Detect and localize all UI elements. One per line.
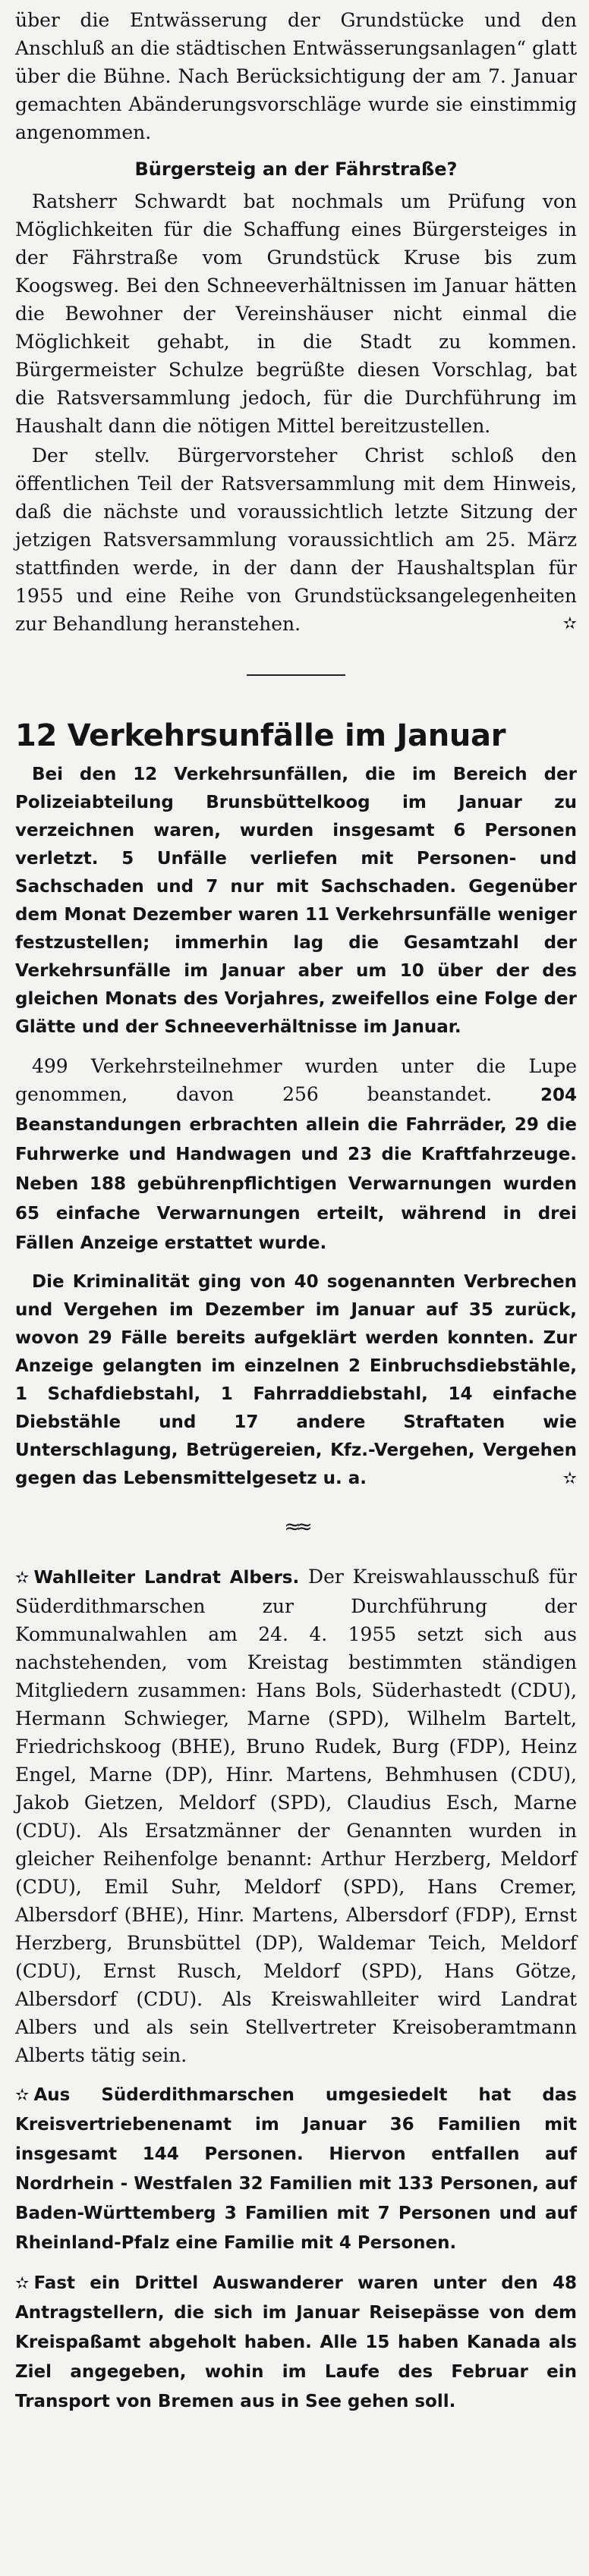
star-icon: ✫ — [562, 1469, 577, 1488]
paragraph-crime-statistics — [15, 1268, 577, 1493]
star-icon: ✫ — [562, 614, 577, 633]
brief-election-officer — [15, 1563, 577, 2069]
article-traffic-accidents — [15, 715, 577, 1493]
brief-election-officer-text: Der Kreiswahlausschuß für Süderdithmarschen zur Durchführung der Kommunalwahlen am 24. 4. 1955 setzt sich aus nachstehenden, vom Kreistag bestimmten ständigen Mitgliedern zusammen: Hans Bols, Süderhastedt (CDU), Hermann Schwieger, Marne (SPD), Wilhelm Bartelt, Friedrichskoog (BHE), Bruno Rudek, Burg (FDP), Heinz Engel, Marne (DP), Hinr. Martens, Behmhusen (CDU), Jakob Gietzen, Meldorf (SPD), Claudius Esch, Marne (CDU). Als Ersatzmänner der Genannten wurden in gleicher Reihenfolge benannt: Arthur Herzberg, Meldorf (CDU), Emil Suhr, Meldorf (SPD), Hans Cremer, Albersdorf (BHE), Hinr. Martens, Albersdorf (FDP), Ernst Herzberg, Brunsbüttel (DP), Waldemar Teich, Meldorf (CDU), Ernst Rusch, Meldorf (SPD), Hans Götze, Albersdorf (CDU). Als Kreiswahlleiter wird Landrat Albers und als sein Stellvertreter Kreisoberamtmann Alberts tätig sein. — [15, 1566, 577, 2066]
paragraph-session-close — [15, 441, 577, 638]
paragraph-traffic-checks-normal: 499 Verkehrsteilnehmer wurden unter die Lupe genommen, davon 256 beanstandet. — [15, 1055, 577, 1105]
brief-emigrants-text: waren unter den 48 Antragstellern, die sich im Januar Reisepässe von dem Kreispaßamt abgeholt haben. Alle 15 haben Kanada als Ziel angegeben, wohin im Laufe des Februar ein Transport von Bremen aus in See gehen soll. — [15, 2273, 577, 2411]
star-icon: ✫ — [15, 1569, 30, 1588]
star-icon: ✫ — [15, 2274, 30, 2293]
subheading-sidewalk: Bürgersteig an der Fährstraße? — [134, 159, 458, 180]
headline-traffic-accidents: 12 Verkehrsunfälle im Januar — [15, 718, 506, 753]
wave-divider-icon: ≈≈ — [284, 1516, 308, 1538]
paragraph-session-close-text: Der stellv. Bürgervorsteher Christ schloß den öffentlichen Teil der Ratsversammlung mit dem Hinweis, daß die nächste und voraussichtlich letzte Sitzung der jetzigen Ratsversammlung voraussichtlich am 25. März stattfinden werde, in der dann der Haushaltsplan für 1955 und eine Reihe von Grundstücksangelegenheiten zur Behandlung heranstehen. — [15, 445, 577, 635]
brief-emigrants-title: Fast ein Drittel Auswanderer — [33, 2273, 343, 2293]
brief-resettlement-title: Aus Süderdithmarschen umgesiedelt — [33, 2085, 448, 2105]
paragraph-crime-statistics-text: Die Kriminalität ging von 40 sogenannten Verbrechen und Vergehen im Dezember im Januar auf 35 zurück, wovon 29 Fälle bereits aufgeklärt werden konnten. Zur Anzeige gelangten im einzelnen 2 Einbruchsdiebstähle, 1 Schafdiebstahl, 1 Fahrraddiebstahl, 14 einfache Diebstähle und 17 andere Straftaten wie Unterschlagung, Betrügereien, Kfz.-Vergehen, Vergehen gegen das Lebensmittelgesetz u. a. — [15, 1272, 577, 1488]
article-council-meeting — [15, 6, 577, 638]
paragraph-sidewalk-request: Ratsherr Schwardt bat nochmals um Prüfung von Möglichkeiten für die Schaffung eines Bürgersteiges in der Fährstraße vom Grundstück Kruse bis zum Koogsweg. Bei den Schneeverhältnissen im Januar hätten die Bewohner der Vereinshäuser nicht einmal die Möglichkeit gehabt, in die Stadt zu kommen. Bürgermeister Schulze begrüßte diesen Vorschlag, bat die Ratsversammlung jedoch, für die Durchführung im Haushalt dann die nötigen Mittel bereitzustellen. — [15, 190, 577, 437]
paragraph-traffic-checks — [15, 1052, 577, 1258]
star-icon: ✫ — [15, 2086, 30, 2105]
article-tail-paragraph: über die Entwässerung der Grundstücke und den Anschluß an die städtischen Entwässerungsanlagen“ glatt über die Bühne. Nach Berücksichtigung der am 7. Januar gemachten Abänderungsvorschläge wurde sie einstimmig angenommen. — [15, 9, 577, 143]
brief-election-officer-title: Wahlleiter Landrat Albers. — [33, 1568, 300, 1588]
paragraph-traffic-checks-bold: 204 Beanstandungen erbrachten allein die Fahrräder, 29 die Fuhrwerke und Handwagen und 23 die Kraftfahrzeuge. Neben 188 gebührenpflichtigen Verwarnungen wurden 65 einfache Verwarnungen erteilt, während in drei Fällen Anzeige erstattet wurde. — [15, 1085, 577, 1253]
brief-resettlement-text: hat das Kreisvertriebenenamt im Januar 36 Familien mit insgesamt 144 Personen. Hiervon entfallen auf Nordrhein - Westfalen 32 Familien mit 133 Personen, auf Baden-Württemberg 3 Familien mit 7 Personen und auf Rheinland-Pfalz eine Familie mit 4 Personen. — [15, 2085, 577, 2253]
news-briefs — [15, 1563, 577, 2416]
section-divider-rule — [247, 674, 345, 676]
brief-emigrants — [15, 2268, 577, 2416]
brief-resettlement — [15, 2080, 577, 2257]
paragraph-accidents-lead: Bei den 12 Verkehrsunfällen, die im Bereich der Polizeiabteilung Brunsbüttelkoog im Januar zu verzeichnen waren, wurden insgesamt 6 Personen verletzt. 5 Unfälle verliefen mit Personen- und Sachschaden und 7 nur mit Sachschaden. Gegenüber dem Monat Dezember waren 11 Verkehrsunfälle weniger festzustellen; immerhin lag die Gesamtzahl der Verkehrsunfälle im Januar aber um 10 über der des gleichen Monats des Vorjahres, zweifellos eine Folge der Glätte und der Schneeverhältnisse im Januar. — [15, 765, 577, 1037]
